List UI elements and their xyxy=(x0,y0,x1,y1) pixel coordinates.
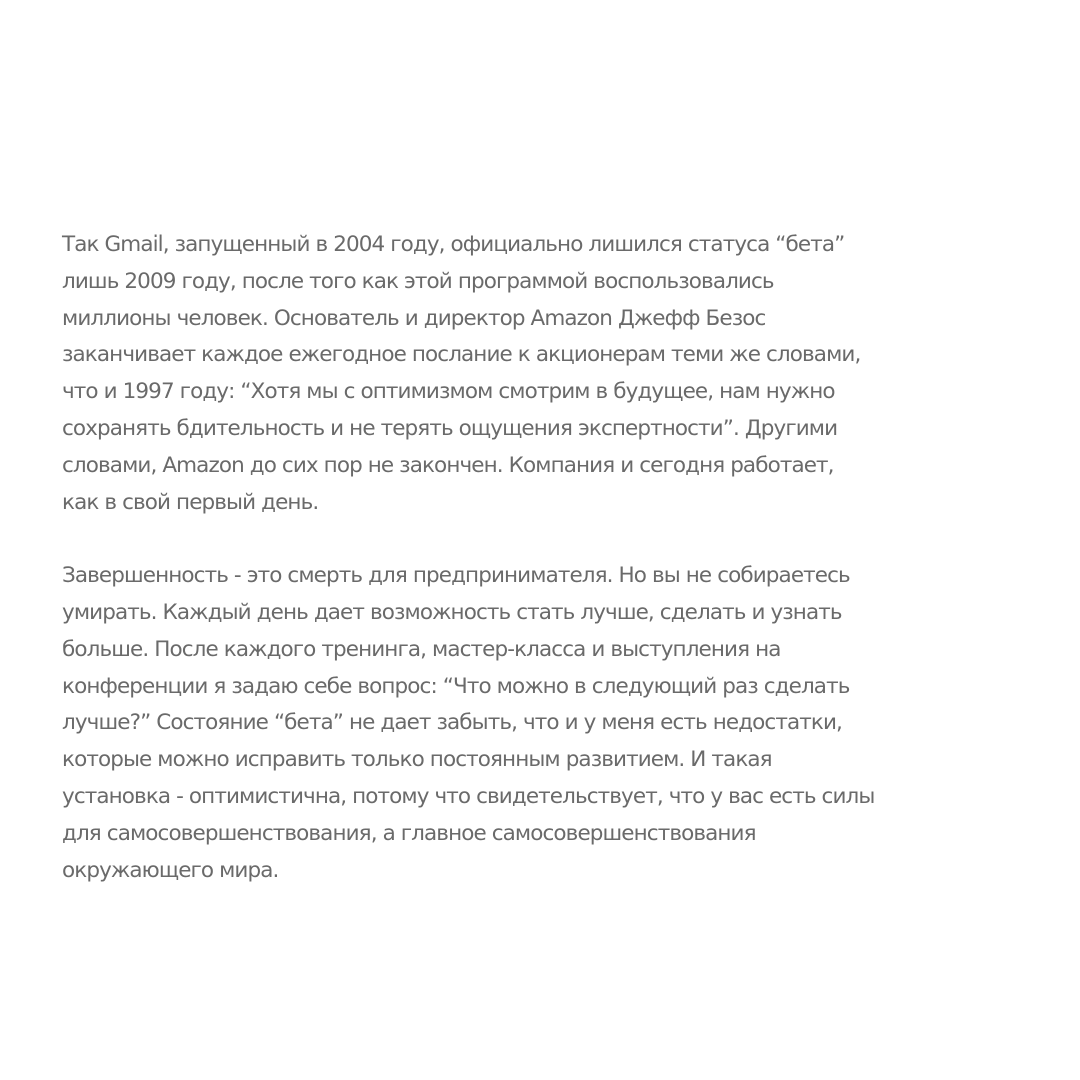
text-line: Завершенность - это смерть для предпринимателя. Но вы не собираетесь xyxy=(62,563,850,589)
text-line: установка - оптимистична, потому что свидетельствует, что у вас есть силы xyxy=(62,783,875,809)
text-line: для самосовершенствования, а главное самосовершенствования xyxy=(62,820,756,846)
text-line: лишь 2009 году, после того как этой программой воспользовались xyxy=(62,268,774,294)
text-line: что и 1997 году: “Хотя мы с оптимизмом смотрим в будущее, нам нужно xyxy=(62,379,835,405)
text-line: сохранять бдительность и не терять ощущения экспертности”. Другими xyxy=(62,415,838,441)
paragraph-2 xyxy=(62,558,1052,889)
text-line: миллионы человек. Основатель и директор Amazon Джефф Безос xyxy=(62,305,766,331)
text-line: умирать. Каждый день дает возможность стать лучше, сделать и узнать xyxy=(62,599,842,625)
text-line: Так Gmail, запущенный в 2004 году, официально лишился статуса “бета” xyxy=(62,232,845,257)
text-line: как в свой первый день. xyxy=(62,489,319,515)
paragraph-gap xyxy=(62,521,1052,558)
text-line: которые можно исправить только постоянным развитием. И такая xyxy=(62,747,772,773)
text-line: лучше?” Состояние “бета” не дает забыть, что и у меня есть недостатки, xyxy=(62,710,842,736)
text-line: больше. После каждого тренинга, мастер-класса и выступления на xyxy=(62,636,781,662)
article-text xyxy=(62,227,1052,889)
text-line: заканчивает каждое ежегодное послание к акционерам теми же словами, xyxy=(62,342,861,368)
paragraph-1 xyxy=(62,227,1052,521)
text-line: окружающего мира. xyxy=(62,857,279,883)
text-line: словами, Amazon до сих пор не закончен. Компания и сегодня работает, xyxy=(62,452,834,478)
text-line: конференции я задаю себе вопрос: “Что можно в следующий раз сделать xyxy=(62,673,850,699)
